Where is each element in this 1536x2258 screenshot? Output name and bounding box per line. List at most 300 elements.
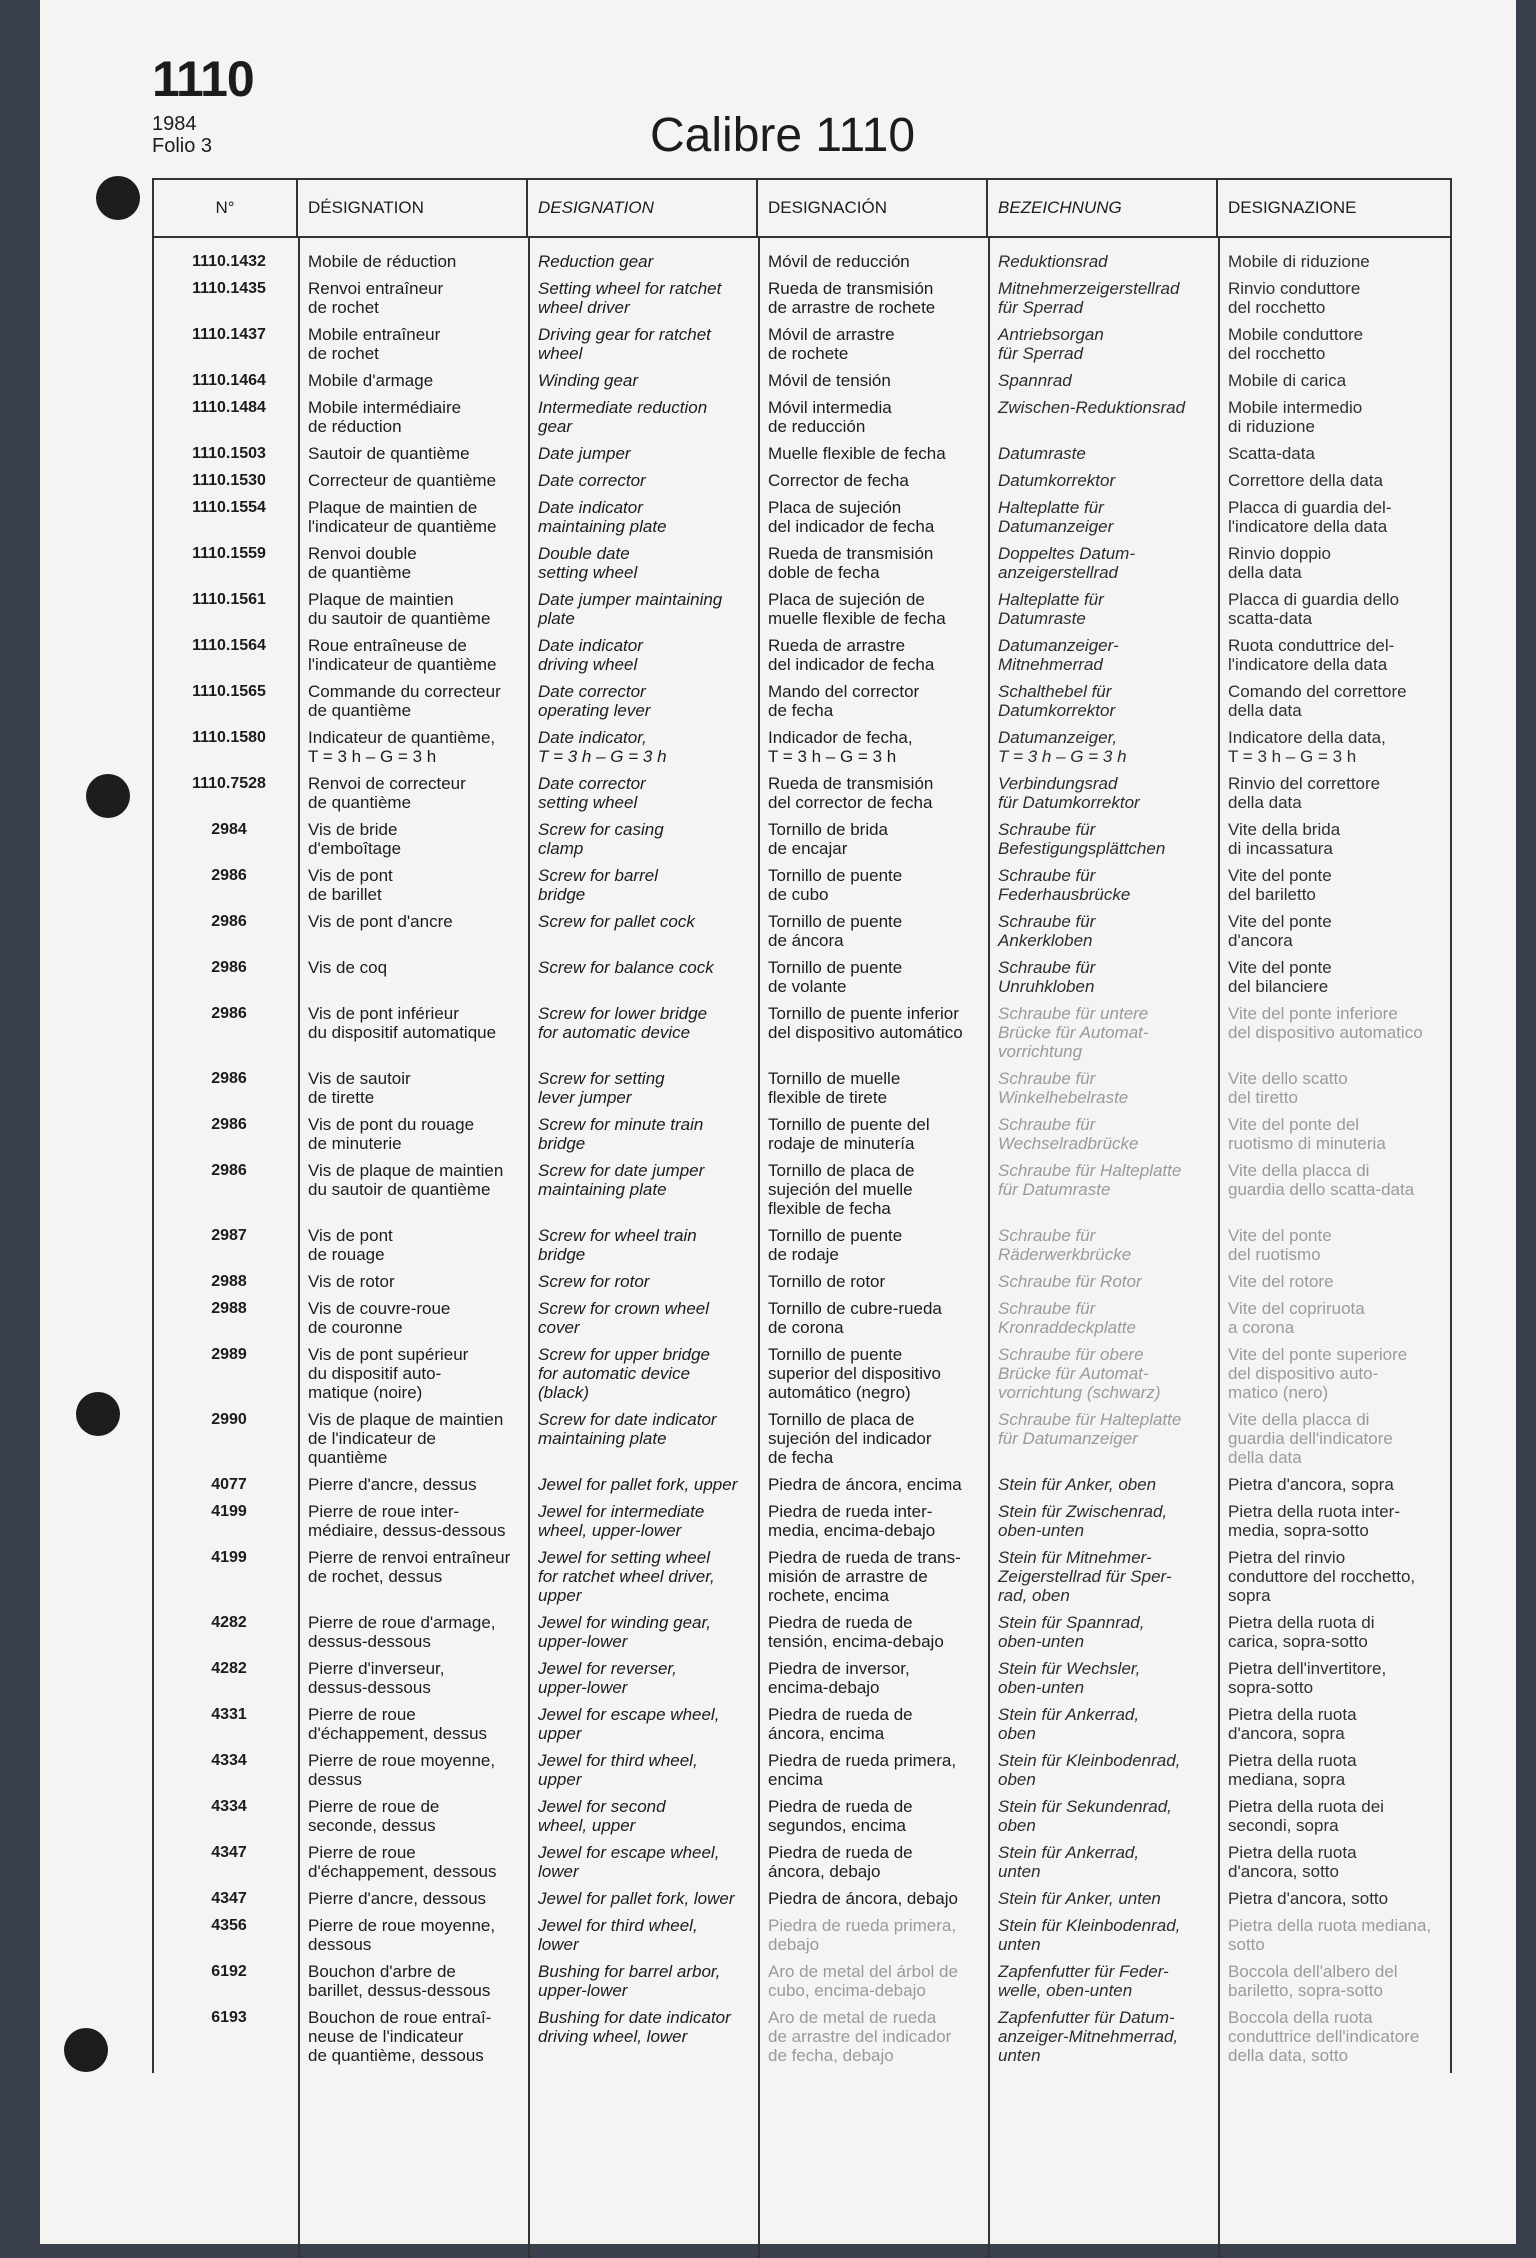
designation-en: Jewel for escape wheel, lower <box>538 1843 720 1881</box>
designation-de: Schraube für Räderwerkbrücke <box>998 1226 1132 1264</box>
part-number: 1110.1561 <box>192 591 266 608</box>
designation-fr: Vis de coq <box>308 958 388 977</box>
designation-es: Piedra de áncora, encima <box>768 1475 962 1494</box>
part-number: 4331 <box>211 1706 247 1723</box>
part-number: 4347 <box>211 1844 247 1861</box>
designation-de: Verbindungsrad für Datumkorrektor <box>998 774 1140 812</box>
designation-de: Stein für Ankerrad, unten <box>998 1843 1140 1881</box>
designation-en: Setting wheel for ratchet wheel driver <box>538 279 722 317</box>
designation-fr: Pierre d'ancre, dessus <box>308 1475 477 1494</box>
table-row <box>154 498 1450 536</box>
designation-de: Stein für Anker, unten <box>998 1889 1161 1908</box>
designation-es: Piedra de rueda de áncora, encima <box>768 1705 913 1743</box>
designation-es: Rueda de transmisión doble de fecha <box>768 544 934 582</box>
designation-es: Piedra de rueda primera, encima <box>768 1751 957 1789</box>
table-row <box>154 958 1450 996</box>
designation-it: Vite della placca di guardia dell'indicatore della data <box>1228 1410 1393 1467</box>
designation-it: Vite del ponte del ruotismo di minuteria <box>1228 1115 1386 1153</box>
designation-es: Móvil de arrastre de rochete <box>768 325 895 363</box>
table-row <box>154 1797 1450 1835</box>
year: 1984 <box>152 113 197 135</box>
designation-es: Tornillo de puente de cubo <box>768 866 903 904</box>
designation-en: Date indicator driving wheel <box>538 636 643 674</box>
part-number: 1110.1484 <box>192 399 266 416</box>
table-row <box>154 1502 1450 1540</box>
designation-en: Screw for balance cock <box>538 958 714 977</box>
designation-it: Vite del ponte del ruotismo <box>1228 1226 1332 1264</box>
designation-de: Mitnehmerzeigerstellrad für Sperrad <box>998 279 1180 317</box>
designation-en: Jewel for winding gear, upper-lower <box>538 1613 711 1651</box>
designation-it: Placca di guardia del- l'indicatore della data <box>1228 498 1392 536</box>
designation-de: Stein für Sekundenrad, oben <box>998 1797 1172 1835</box>
part-number: 2986 <box>211 1005 247 1022</box>
part-number: 4199 <box>211 1549 247 1566</box>
designation-es: Rueda de transmisión de arrastre de rochete <box>768 279 936 317</box>
part-number: 1110.1503 <box>192 445 266 462</box>
designation-it: Vite della placca di guardia dello scatta-data <box>1228 1161 1415 1199</box>
designation-fr: Pierre d'ancre, dessous <box>308 1889 487 1908</box>
table-row <box>154 544 1450 582</box>
designation-es: Indicador de fecha, T = 3 h – G = 3 h <box>768 728 913 766</box>
designation-de: Datumanzeiger, T = 3 h – G = 3 h <box>998 728 1127 766</box>
designation-fr: Vis de couvre-roue de couronne <box>308 1299 451 1337</box>
part-number: 1110.1432 <box>192 253 266 270</box>
part-number: 2988 <box>211 1273 247 1290</box>
designation-fr: Indicateur de quantième, T = 3 h – G = 3 h <box>308 728 496 766</box>
column-divider <box>988 238 990 2258</box>
designation-de: Schraube für Kronraddeckplatte <box>998 1299 1136 1337</box>
table-row <box>154 1705 1450 1743</box>
column-header-french: DÉSIGNATION <box>298 180 528 236</box>
table-row <box>154 1004 1450 1061</box>
designation-de: Schraube für Halteplatte für Datumraste <box>998 1161 1182 1199</box>
designation-fr: Sautoir de quantième <box>308 444 470 463</box>
designation-it: Rinvio del correttore della data <box>1228 774 1381 812</box>
part-number: 1110.7528 <box>192 775 266 792</box>
binder-hole <box>96 176 140 220</box>
designation-es: Muelle flexible de fecha <box>768 444 946 463</box>
designation-de: Spannrad <box>998 371 1072 390</box>
designation-it: Pietra della ruota dei secondi, sopra <box>1228 1797 1384 1835</box>
designation-fr: Vis de rotor <box>308 1272 395 1291</box>
designation-de: Halteplatte für Datumanzeiger <box>998 498 1114 536</box>
designation-de: Schraube für Ankerkloben <box>998 912 1096 950</box>
part-number: 6193 <box>211 2009 247 2026</box>
designation-it: Mobile di riduzione <box>1228 252 1370 271</box>
designation-en: Jewel for third wheel, lower <box>538 1916 698 1954</box>
part-number: 4282 <box>211 1660 247 1677</box>
designation-es: Móvil de reducción <box>768 252 910 271</box>
designation-fr: Vis de pont du rouage de minuterie <box>308 1115 475 1153</box>
designation-fr: Pierre d'inverseur, dessus-dessous <box>308 1659 445 1697</box>
part-number: 2988 <box>211 1300 247 1317</box>
designation-fr: Vis de pont d'ancre <box>308 912 453 931</box>
part-number: 2987 <box>211 1227 247 1244</box>
column-header-spanish: DESIGNACIÓN <box>758 180 988 236</box>
designation-en: Date corrector operating lever <box>538 682 651 720</box>
designation-de: Datumanzeiger- Mitnehmerrad <box>998 636 1119 674</box>
table-row <box>154 866 1450 904</box>
column-header-number: N° <box>154 180 298 236</box>
designation-es: Piedra de rueda de trans- misión de arrastre de rochete, encima <box>768 1548 961 1605</box>
designation-es: Tornillo de rotor <box>768 1272 886 1291</box>
table-row <box>154 912 1450 950</box>
designation-es: Tornillo de brida de encajar <box>768 820 889 858</box>
part-number: 4334 <box>211 1798 247 1815</box>
designation-es: Piedra de rueda de tensión, encima-debajo <box>768 1613 944 1651</box>
designation-it: Vite del ponte del bariletto <box>1228 866 1332 904</box>
table-row <box>154 444 1450 463</box>
table-row <box>154 1299 1450 1337</box>
designation-fr: Vis de pont de barillet <box>308 866 393 904</box>
designation-de: Stein für Mitnehmer- Zeigerstellrad für Sper- rad, oben <box>998 1548 1172 1605</box>
designation-en: Date jumper maintaining plate <box>538 590 723 628</box>
designation-en: Jewel for pallet fork, lower <box>538 1889 735 1908</box>
part-number: 2986 <box>211 867 247 884</box>
designation-en: Jewel for setting wheel for ratchet wheel driver, upper <box>538 1548 715 1605</box>
designation-de: Schraube für untere Brücke für Automat- vorrichtung <box>998 1004 1149 1061</box>
designation-it: Vite del ponte inferiore del dispositivo automatico <box>1228 1004 1423 1042</box>
designation-it: Pietra della ruota mediana, sopra <box>1228 1751 1357 1789</box>
designation-fr: Renvoi de correcteur de quantième <box>308 774 466 812</box>
designation-it: Mobile intermedio di riduzione <box>1228 398 1363 436</box>
designation-fr: Renvoi double de quantième <box>308 544 417 582</box>
designation-de: Stein für Ankerrad, oben <box>998 1705 1140 1743</box>
table-row <box>154 774 1450 812</box>
table-row <box>154 1889 1450 1908</box>
designation-en: Screw for crown wheel cover <box>538 1299 710 1337</box>
designation-fr: Vis de pont inférieur du dispositif automatique <box>308 1004 497 1042</box>
designation-en: Date indicator, T = 3 h – G = 3 h <box>538 728 667 766</box>
designation-es: Tornillo de placa de sujeción del indicador de fecha <box>768 1410 932 1467</box>
table-row <box>154 279 1450 317</box>
part-number: 1110.1435 <box>192 280 266 297</box>
table-row <box>154 1226 1450 1264</box>
table-row <box>154 398 1450 436</box>
part-number: 1110.1559 <box>192 545 266 562</box>
table-row <box>154 1161 1450 1218</box>
table-row <box>154 1115 1450 1153</box>
part-number: 1110.1530 <box>192 472 266 489</box>
designation-en: Jewel for intermediate wheel, upper-lower <box>538 1502 705 1540</box>
part-number: 1110.1464 <box>192 372 266 389</box>
designation-fr: Pierre de roue moyenne, dessous <box>308 1916 496 1954</box>
designation-fr: Plaque de maintien de l'indicateur de quantième <box>308 498 497 536</box>
part-number: 1110.1565 <box>192 683 266 700</box>
designation-it: Mobile di carica <box>1228 371 1347 390</box>
designation-es: Piedra de inversor, encima-debajo <box>768 1659 910 1697</box>
designation-de: Schraube für Befestigungsplättchen <box>998 820 1166 858</box>
part-number: 2989 <box>211 1346 247 1363</box>
designation-en: Winding gear <box>538 371 639 390</box>
part-number: 4347 <box>211 1890 247 1907</box>
designation-en: Jewel for third wheel, upper <box>538 1751 698 1789</box>
part-number: 2986 <box>211 959 247 976</box>
designation-fr: Vis de bride d'emboîtage <box>308 820 402 858</box>
table-row <box>154 1069 1450 1107</box>
designation-en: Jewel for escape wheel, upper <box>538 1705 720 1743</box>
table-row <box>154 1962 1450 2000</box>
part-number: 2990 <box>211 1411 247 1428</box>
designation-de: Antriebsorgan für Sperrad <box>998 325 1104 363</box>
designation-es: Piedra de rueda primera, debajo <box>768 1916 957 1954</box>
designation-it: Comando del correttore della data <box>1228 682 1407 720</box>
designation-es: Tornillo de puente del rodaje de minutería <box>768 1115 930 1153</box>
designation-fr: Mobile de réduction <box>308 252 457 271</box>
designation-fr: Mobile entraîneur de rochet <box>308 325 441 363</box>
designation-fr: Renvoi entraîneur de rochet <box>308 279 444 317</box>
designation-en: Intermediate reduction gear <box>538 398 708 436</box>
designation-de: Zapfenfutter für Feder- welle, oben-unten <box>998 1962 1169 2000</box>
table-row <box>154 636 1450 674</box>
part-number: 1110.1564 <box>192 637 266 654</box>
table-row <box>154 1659 1450 1697</box>
designation-it: Pietra della ruota inter- media, sopra-sotto <box>1228 1502 1400 1540</box>
designation-en: Screw for setting lever jumper <box>538 1069 665 1107</box>
designation-en: Date indicator maintaining plate <box>538 498 667 536</box>
designation-es: Tornillo de puente de áncora <box>768 912 903 950</box>
designation-de: Stein für Kleinbodenrad, unten <box>998 1916 1181 1954</box>
designation-es: Aro de metal del árbol de cubo, encima-debajo <box>768 1962 958 2000</box>
table-row <box>154 820 1450 858</box>
table-row <box>154 371 1450 390</box>
designation-fr: Vis de plaque de maintien du sautoir de quantième <box>308 1161 504 1199</box>
designation-de: Stein für Zwischenrad, oben-unten <box>998 1502 1168 1540</box>
designation-fr: Pierre de roue de seconde, dessus <box>308 1797 440 1835</box>
designation-en: Jewel for second wheel, upper <box>538 1797 666 1835</box>
table-body <box>154 238 1450 2065</box>
designation-en: Driving gear for ratchet wheel <box>538 325 711 363</box>
designation-fr: Correcteur de quantième <box>308 471 497 490</box>
designation-de: Zwischen-Reduktionsrad <box>998 398 1186 417</box>
part-number: 2986 <box>211 1116 247 1133</box>
part-number: 4282 <box>211 1614 247 1631</box>
binder-hole <box>64 2028 108 2072</box>
column-divider <box>528 238 530 2258</box>
designation-en: Screw for minute train bridge <box>538 1115 704 1153</box>
designation-es: Móvil intermedia de reducción <box>768 398 892 436</box>
parts-table <box>152 178 1452 2073</box>
designation-fr: Pierre de roue d'échappement, dessous <box>308 1843 497 1881</box>
designation-it: Rinvio doppio della data <box>1228 544 1332 582</box>
table-row <box>154 325 1450 363</box>
designation-fr: Vis de plaque de maintien de l'indicateur de quantième <box>308 1410 504 1467</box>
designation-fr: Pierre de roue d'échappement, dessus <box>308 1705 488 1743</box>
part-number: 2984 <box>211 821 247 838</box>
column-divider <box>1218 238 1220 2258</box>
designation-en: Screw for lower bridge for automatic device <box>538 1004 708 1042</box>
column-divider <box>298 238 300 2258</box>
designation-es: Tornillo de puente de volante <box>768 958 903 996</box>
designation-fr: Pierre de roue inter- médiaire, dessus-dessous <box>308 1502 506 1540</box>
designation-es: Tornillo de muelle flexible de tirete <box>768 1069 901 1107</box>
designation-es: Aro de metal de rueda de arrastre del indicador de fecha, debajo <box>768 2008 952 2065</box>
table-row <box>154 590 1450 628</box>
designation-en: Bushing for barrel arbor, upper-lower <box>538 1962 721 2000</box>
designation-it: Vite del copriruota a corona <box>1228 1299 1365 1337</box>
designation-de: Schraube für Winkelhebelraste <box>998 1069 1129 1107</box>
designation-es: Rueda de transmisión del corrector de fecha <box>768 774 934 812</box>
designation-en: Screw for rotor <box>538 1272 650 1291</box>
table-row <box>154 1272 1450 1291</box>
part-number: 2986 <box>211 1162 247 1179</box>
designation-es: Mando del corrector de fecha <box>768 682 920 720</box>
designation-it: Pietra d'ancora, sotto <box>1228 1889 1389 1908</box>
part-number: 4356 <box>211 1917 247 1934</box>
designation-fr: Vis de pont de rouage <box>308 1226 393 1264</box>
designation-de: Stein für Anker, oben <box>998 1475 1157 1494</box>
designation-es: Tornillo de puente de rodaje <box>768 1226 903 1264</box>
designation-es: Tornillo de cubre-rueda de corona <box>768 1299 942 1337</box>
designation-de: Stein für Wechsler, oben-unten <box>998 1659 1141 1697</box>
designation-de: Doppeltes Datum- anzeigerstellrad <box>998 544 1136 582</box>
table-row <box>154 1751 1450 1789</box>
designation-es: Tornillo de puente inferior del dispositivo automático <box>768 1004 963 1042</box>
designation-de: Schraube für Wechselradbrücke <box>998 1115 1139 1153</box>
designation-es: Rueda de arrastre del indicador de fecha <box>768 636 935 674</box>
designation-it: Placca di guardia dello scatta-data <box>1228 590 1400 628</box>
table-row <box>154 2008 1450 2065</box>
folio: Folio 3 <box>152 135 213 157</box>
table-row <box>154 1548 1450 1605</box>
column-header-english: DESIGNATION <box>528 180 758 236</box>
designation-en: Screw for date jumper maintaining plate <box>538 1161 705 1199</box>
part-number: 4199 <box>211 1503 247 1520</box>
designation-en: Date corrector setting wheel <box>538 774 646 812</box>
designation-en: Reduction gear <box>538 252 654 271</box>
designation-fr: Vis de sautoir de tirette <box>308 1069 411 1107</box>
part-number: 1110.1437 <box>192 326 266 343</box>
part-number: 2986 <box>211 913 247 930</box>
designation-it: Rinvio conduttore del rocchetto <box>1228 279 1361 317</box>
designation-it: Correttore della data <box>1228 471 1383 490</box>
table-row <box>154 1613 1450 1651</box>
designation-de: Schraube für obere Brücke für Automat- vorrichtung (schwarz) <box>998 1345 1161 1402</box>
part-number: 6192 <box>211 1963 247 1980</box>
designation-es: Piedra de rueda de áncora, debajo <box>768 1843 913 1881</box>
part-number: 1110.1580 <box>192 729 266 746</box>
designation-fr: Pierre de renvoi entraîneur de rochet, dessus <box>308 1548 511 1586</box>
designation-de: Reduktionsrad <box>998 252 1108 271</box>
designation-en: Double date setting wheel <box>538 544 638 582</box>
designation-de: Schalthebel für Datumkorrektor <box>998 682 1116 720</box>
designation-fr: Pierre de roue moyenne, dessus <box>308 1751 496 1789</box>
calibre-code: 1110 <box>152 51 254 107</box>
designation-es: Placa de sujeción de muelle flexible de fecha <box>768 590 946 628</box>
designation-en: Bushing for date indicator driving wheel, lower <box>538 2008 731 2046</box>
designation-en: Screw for casing clamp <box>538 820 664 858</box>
designation-es: Móvil de tensión <box>768 371 891 390</box>
designation-de: Stein für Spannrad, oben-unten <box>998 1613 1145 1651</box>
table-row <box>154 1345 1450 1402</box>
designation-it: Boccola della ruota conduttrice dell'indicatore della data, sotto <box>1228 2008 1420 2065</box>
designation-it: Scatta-data <box>1228 444 1315 463</box>
part-number: 4077 <box>211 1476 247 1493</box>
table-row <box>154 728 1450 766</box>
designation-it: Vite del ponte del bilanciere <box>1228 958 1332 996</box>
designation-es: Placa de sujeción del indicador de fecha <box>768 498 935 536</box>
table-row <box>154 682 1450 720</box>
designation-it: Vite della brida di incassatura <box>1228 820 1341 858</box>
designation-it: Boccola dell'albero del bariletto, sopra-sotto <box>1228 1962 1398 2000</box>
binder-hole <box>86 774 130 818</box>
designation-fr: Plaque de maintien du sautoir de quantième <box>308 590 491 628</box>
designation-de: Schraube für Unruhkloben <box>998 958 1096 996</box>
designation-it: Indicatore della data, T = 3 h – G = 3 h <box>1228 728 1386 766</box>
table-row <box>154 1843 1450 1881</box>
designation-en: Date corrector <box>538 471 646 490</box>
designation-de: Zapfenfutter für Datum- anzeiger-Mitnehmerrad, unten <box>998 2008 1179 2065</box>
column-header-italian: DESIGNAZIONE <box>1228 198 1357 217</box>
designation-en: Screw for upper bridge for automatic device (black) <box>538 1345 710 1402</box>
designation-fr: Pierre de roue d'armage, dessus-dessous <box>308 1613 496 1651</box>
designation-fr: Commande du correcteur de quantième <box>308 682 501 720</box>
table-row <box>154 1410 1450 1467</box>
designation-de: Datumkorrektor <box>998 471 1116 490</box>
designation-it: Vite del ponte d'ancora <box>1228 912 1332 950</box>
designation-en: Date jumper <box>538 444 631 463</box>
designation-it: Pietra dell'invertitore, sopra-sotto <box>1228 1659 1387 1697</box>
column-divider <box>758 238 760 2258</box>
designation-en: Screw for date indicator maintaining plate <box>538 1410 717 1448</box>
designation-es: Piedra de áncora, debajo <box>768 1889 958 1908</box>
designation-es: Piedra de rueda inter- media, encima-debajo <box>768 1502 936 1540</box>
designation-de: Halteplatte für Datumraste <box>998 590 1104 628</box>
part-number: 1110.1554 <box>192 499 266 516</box>
designation-fr: Bouchon de roue entraî- neuse de l'indicateur de quantième, dessous <box>308 2008 492 2065</box>
designation-it: Pietra d'ancora, sopra <box>1228 1475 1394 1494</box>
designation-en: Screw for wheel train bridge <box>538 1226 697 1264</box>
designation-it: Pietra del rinvio conduttore del rocchetto, sopra <box>1228 1548 1416 1605</box>
designation-de: Schraube für Federhausbrücke <box>998 866 1131 904</box>
designation-de: Datumraste <box>998 444 1086 463</box>
table-header <box>154 180 1450 238</box>
designation-en: Screw for barrel bridge <box>538 866 658 904</box>
designation-en: Jewel for pallet fork, upper <box>538 1475 738 1494</box>
designation-it: Pietra della ruota mediana, sotto <box>1228 1916 1432 1954</box>
designation-it: Pietra della ruota di carica, sopra-sotto <box>1228 1613 1375 1651</box>
designation-it: Pietra della ruota d'ancora, sopra <box>1228 1705 1357 1743</box>
designation-it: Vite dello scatto del tiretto <box>1228 1069 1348 1107</box>
designation-es: Tornillo de puente superior del dispositivo automático (negro) <box>768 1345 941 1402</box>
binder-hole <box>76 1392 120 1436</box>
designation-fr: Roue entraîneuse de l'indicateur de quantième <box>308 636 497 674</box>
table-row <box>154 1475 1450 1494</box>
designation-es: Piedra de rueda de segundos, encima <box>768 1797 913 1835</box>
designation-fr: Bouchon d'arbre de barillet, dessus-dessous <box>308 1962 491 2000</box>
designation-de: Stein für Kleinbodenrad, oben <box>998 1751 1181 1789</box>
designation-de: Schraube für Halteplatte für Datumanzeiger <box>998 1410 1182 1448</box>
table-row <box>154 252 1450 271</box>
column-header-german: BEZEICHNUNG <box>988 180 1218 236</box>
part-number: 4334 <box>211 1752 247 1769</box>
designation-it: Vite del rotore <box>1228 1272 1334 1291</box>
designation-it: Vite del ponte superiore del dispositivo auto- matico (nero) <box>1228 1345 1408 1402</box>
table-row <box>154 1916 1450 1954</box>
designation-it: Mobile conduttore del rocchetto <box>1228 325 1364 363</box>
designation-en: Jewel for reverser, upper-lower <box>538 1659 677 1697</box>
designation-fr: Vis de pont supérieur du dispositif auto- matique (noire) <box>308 1345 469 1402</box>
part-number: 2986 <box>211 1070 247 1087</box>
designation-it: Ruota conduttrice del- l'indicatore della data <box>1228 636 1395 674</box>
designation-de: Schraube für Rotor <box>998 1272 1142 1291</box>
designation-en: Screw for pallet cock <box>538 912 695 931</box>
designation-it: Pietra della ruota d'ancora, sotto <box>1228 1843 1357 1881</box>
designation-fr: Mobile intermédiaire de réduction <box>308 398 462 436</box>
designation-fr: Mobile d'armage <box>308 371 434 390</box>
designation-es: Corrector de fecha <box>768 471 909 490</box>
designation-es: Tornillo de placa de sujeción del muelle flexible de fecha <box>768 1161 915 1218</box>
